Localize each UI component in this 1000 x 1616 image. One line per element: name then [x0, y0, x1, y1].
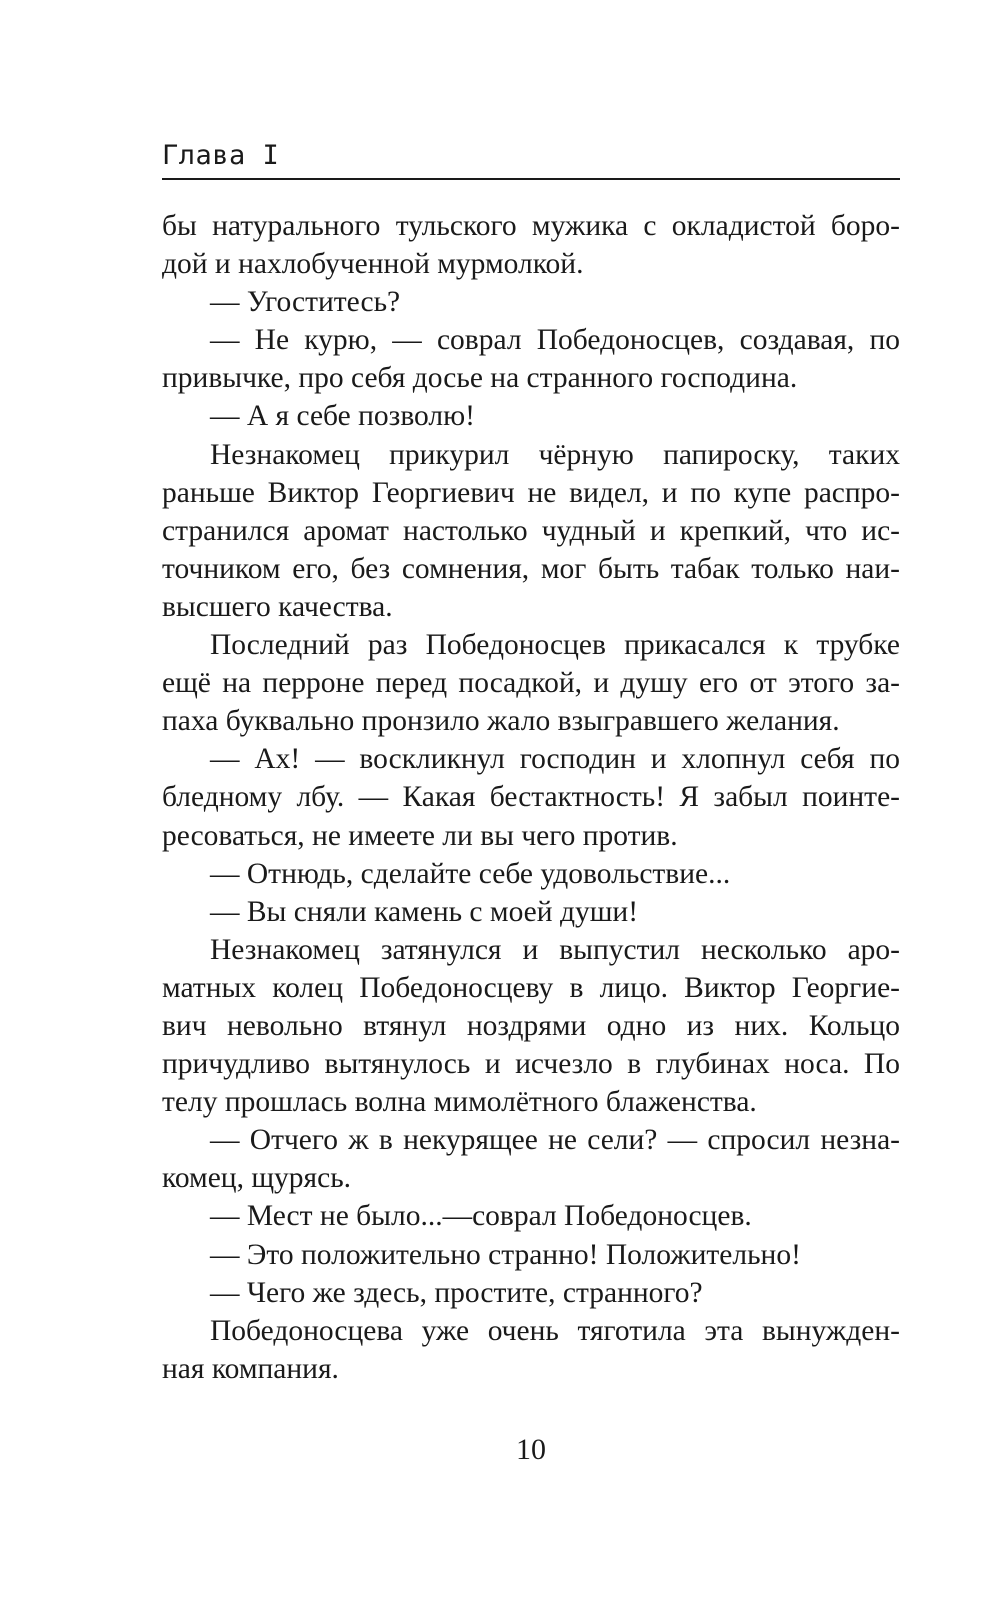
- text-line: матных колец Победоносцеву в лицо. Виктор Георгие-: [162, 971, 900, 1004]
- text-line: бы натурального тульского мужика с окладистой боро-: [162, 210, 900, 242]
- text-line: — Мест не было...—соврал Победоносцев.: [210, 1200, 752, 1233]
- text-line: — Угоститесь?: [210, 286, 401, 319]
- text-line: — Отнюдь, сделайте себе удовольствие...: [210, 857, 731, 890]
- text-line: — Чего же здесь, простите, странного?: [210, 1276, 703, 1309]
- text-line: — А я себе позволю!: [210, 400, 475, 433]
- text-line: странился аромат настолько чудный и крепкий, что ис-: [162, 514, 900, 547]
- text-line: привычке, про себя досье на странного господина.: [162, 362, 798, 395]
- text-line: ная компания.: [162, 1352, 339, 1385]
- text-line: — Это положительно странно! Положительно!: [210, 1238, 801, 1271]
- body-text: [162, 207, 900, 1388]
- text-line: паха буквально пронзило жало взыгравшего желания.: [162, 705, 840, 738]
- text-line: комец, щурясь.: [162, 1162, 352, 1195]
- text-line: — Вы сняли камень с моей души!: [210, 895, 639, 928]
- text-line: раньше Виктор Георгиевич не видел, и по купе распро-: [162, 476, 900, 509]
- text-line: — Не курю, — соврал Победоносцев, создавая, по: [210, 324, 900, 357]
- text-line: бледному лбу. — Какая бестактность! Я забыл поинте-: [162, 781, 900, 814]
- header-rule: [162, 178, 900, 180]
- text-line: телу прошлась волна мимолётного блаженства.: [162, 1086, 757, 1119]
- text-line: Незнакомец прикурил чёрную папироску, таких: [210, 438, 900, 471]
- text-line: — Отчего ж в некурящее не сели? — спросил незна-: [210, 1124, 900, 1157]
- running-head-chapter: Глава I: [162, 140, 280, 171]
- text-line: Победоносцева уже очень тяготила эта вынужден-: [210, 1314, 900, 1347]
- page-number: 10: [516, 1433, 546, 1466]
- text-line: Незнакомец затянулся и выпустил несколько аро-: [210, 933, 900, 966]
- text-line: ещё на перроне перед посадкой, и душу его от этого за-: [162, 667, 900, 700]
- text-line: ресоваться, не имеете ли вы чего против.: [162, 819, 678, 852]
- text-line: вич невольно втянул ноздрями одно из них. Кольцо: [162, 1009, 900, 1042]
- text-line: — Ах! — воскликнул господин и хлопнул себя по: [210, 743, 900, 776]
- text-line: высшего качества.: [162, 590, 393, 623]
- text-line: дой и нахлобученной мурмолкой.: [162, 248, 584, 281]
- text-line: точником его, без сомнения, мог быть табак только наи-: [162, 552, 900, 585]
- text-line: причудливо вытянулось и исчезло в глубинах носа. По: [162, 1048, 900, 1081]
- text-line: Последний раз Победоносцев прикасался к трубке: [210, 629, 900, 662]
